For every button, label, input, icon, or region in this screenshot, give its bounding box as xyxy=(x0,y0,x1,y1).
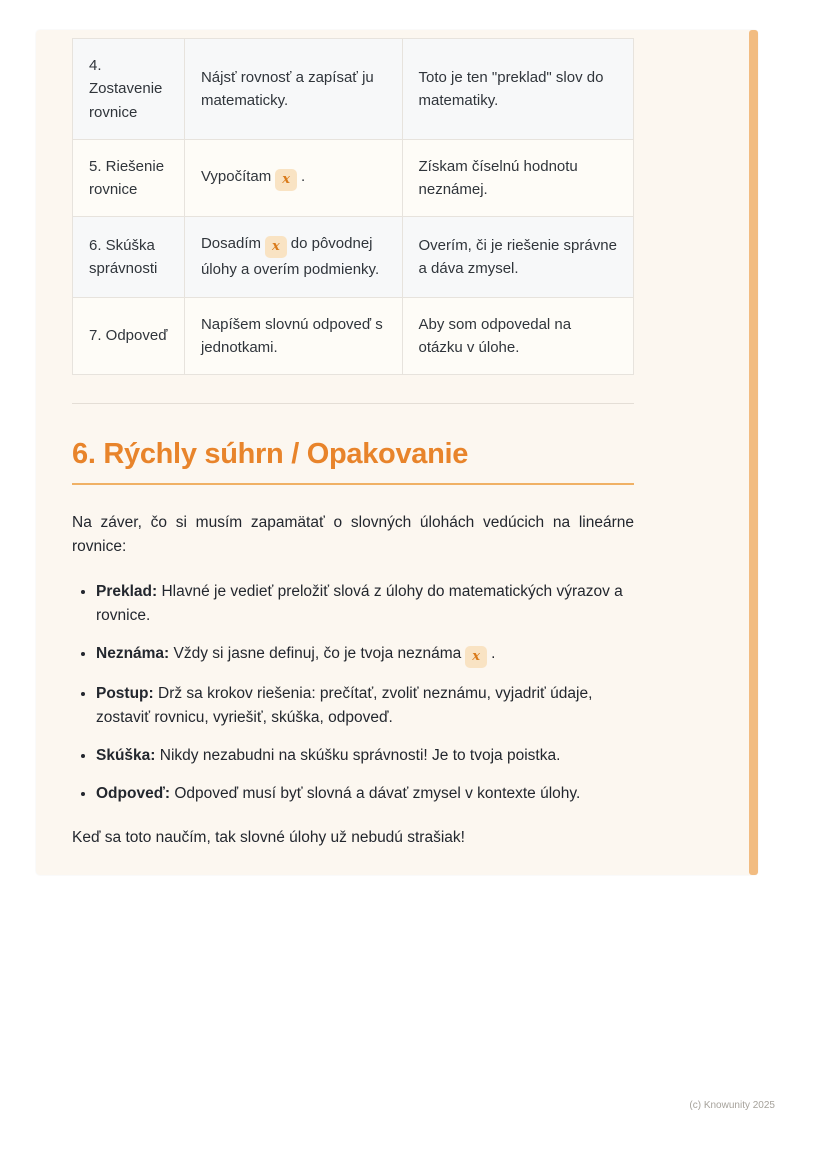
section-heading: 6. Rýchly súhrn / Opakovanie xyxy=(72,438,634,485)
list-item xyxy=(96,782,634,806)
cell-text: . xyxy=(301,168,306,185)
cell-action: Napíšem slovnú odpoveď s jednotkami. xyxy=(184,297,402,375)
cell-action xyxy=(184,217,402,297)
cell-purpose: Overím, či je riešenie správne a dáva zmysel. xyxy=(402,217,633,297)
cell-action: Nájsť rovnosť a zapísať ju matematicky. xyxy=(184,39,402,140)
unknown-x-chip: x xyxy=(275,169,297,191)
list-item xyxy=(96,744,634,768)
table-row xyxy=(73,217,634,297)
cell-step: 7. Odpoveď xyxy=(73,297,185,375)
list-item xyxy=(96,580,634,628)
cell-action xyxy=(184,139,402,217)
list-item xyxy=(96,642,634,668)
list-item-label: Neznáma: xyxy=(96,645,170,662)
cell-purpose: Toto je ten "preklad" slov do matematiky. xyxy=(402,39,633,140)
cell-text: do pôvodnej úlohy a overím podmienky. xyxy=(200,235,380,279)
closing-paragraph: Keď sa toto naučím, tak slovné úlohy už nebudú strašiak! xyxy=(72,829,465,847)
table-row xyxy=(73,297,634,375)
section-divider xyxy=(72,403,634,404)
cell-step: 5. Riešenie rovnice xyxy=(73,139,185,217)
list-item-label: Preklad: xyxy=(96,582,158,600)
list-item-text: Nikdy nezabudni na skúšku správnosti! Je to tvoja poistka. xyxy=(155,747,561,765)
cell-text: Vypočítam xyxy=(200,168,272,185)
list-item-text: . xyxy=(491,645,496,662)
list-item-label: Skúška: xyxy=(96,747,156,765)
list-item-text: Hlavné je vedieť preložiť slová z úlohy do matematických výrazov a rovnice. xyxy=(96,582,623,624)
intro-paragraph: Na záver, čo si musím zapamätať o slovných úlohách vedúcich na lineárne rovnice: xyxy=(72,514,634,556)
accent-bar xyxy=(749,30,758,875)
cell-step: 6. Skúška správnosti xyxy=(73,217,185,297)
summary-list xyxy=(72,580,634,806)
list-item-label: Odpoveď: xyxy=(96,785,171,803)
content-column xyxy=(72,38,634,850)
list-item-text: Odpoveď musí byť slovná a dávať zmysel v kontexte úlohy. xyxy=(170,785,581,803)
table-row xyxy=(73,139,634,217)
cell-step: 4. Zostavenie rovnice xyxy=(73,39,185,140)
table-row xyxy=(73,39,634,140)
cell-purpose: Aby som odpovedal na otázku v úlohe. xyxy=(402,297,633,375)
list-item xyxy=(96,682,634,730)
copyright-footer: (c) Knowunity 2025 xyxy=(689,1100,775,1111)
list-item-text: Vždy si jasne definuj, čo je tvoja neznáma xyxy=(169,645,462,662)
cell-text: Dosadím xyxy=(200,235,261,253)
solution-steps-table xyxy=(72,38,634,375)
list-item-label: Postup: xyxy=(96,685,154,702)
list-item-text: Drž sa krokov riešenia: prečítať, zvoliť neznámu, vyjadriť údaje, zostaviť rovnicu, vyriešiť, skúška, odpoveď. xyxy=(96,685,593,727)
unknown-x-chip: x xyxy=(265,236,287,258)
unknown-x-chip: x xyxy=(465,646,487,668)
content-card xyxy=(36,30,758,875)
cell-purpose: Získam číselnú hodnotu neznámej. xyxy=(402,139,633,217)
